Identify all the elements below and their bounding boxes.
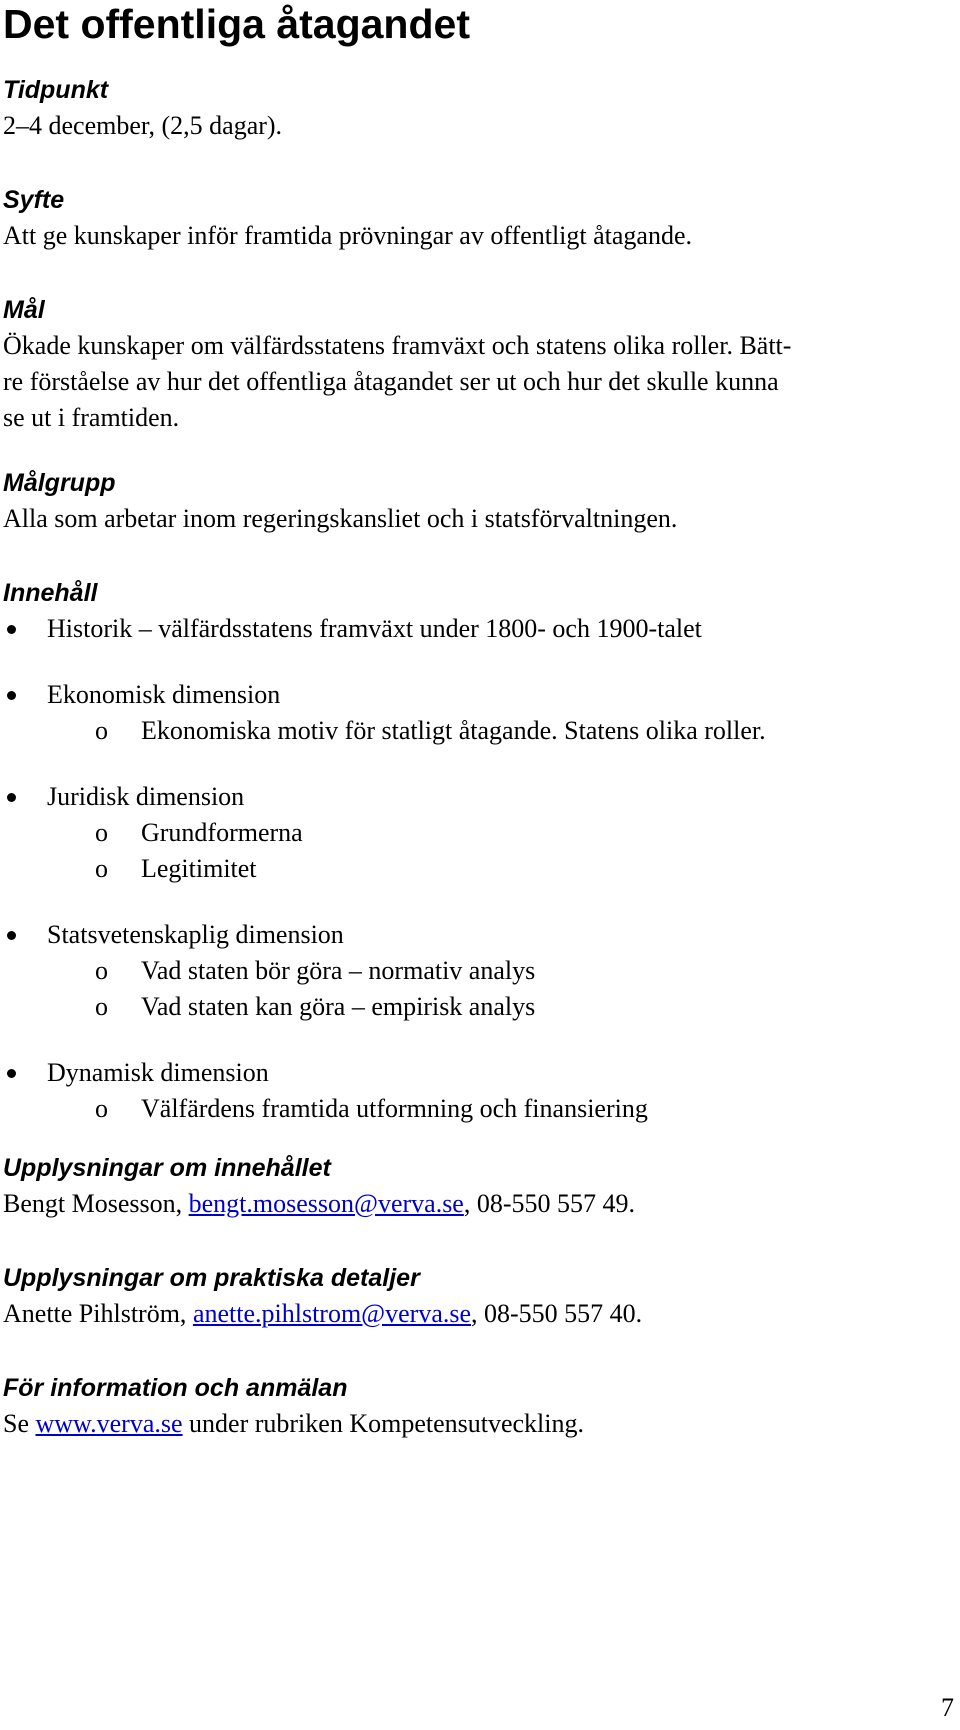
sub-item-text: Välfärdens framtida utformning och finansiering (141, 1094, 648, 1123)
sub-item-text: Vad staten bör göra – normativ analys (141, 956, 536, 985)
heading-upplysningar-praktiska: Upplysningar om praktiska detaljer (3, 1264, 420, 1292)
bullet-item (3, 779, 953, 815)
sub-bullet-marker: o (95, 716, 108, 745)
bullet-item (3, 611, 953, 647)
bullet-text: Juridisk dimension (47, 782, 245, 811)
section-upplysningar-praktiska (3, 1260, 953, 1332)
heading-tidpunkt: Tidpunkt (3, 76, 109, 104)
info-post: under rubriken Kompetensutveckling. (182, 1409, 584, 1438)
heading-mal: Mål (3, 296, 45, 324)
list-item (3, 917, 953, 1025)
sub-bullet-marker: o (95, 992, 108, 1021)
heading-innehall: Innehåll (3, 579, 98, 607)
sub-item-text: Vad staten kan göra – empirisk analys (141, 992, 536, 1021)
section-innehall (3, 575, 953, 1127)
contact-phone: , 08-550 557 49. (463, 1189, 636, 1218)
sub-bullet-marker: o (95, 956, 108, 985)
bullet-text: Statsvetenskaplig dimension (47, 920, 344, 949)
bullet-text: Ekonomisk dimension (47, 680, 281, 709)
section-syfte (3, 182, 953, 254)
sub-item (3, 989, 953, 1025)
bullet-text: Historik – välfärdsstatens framväxt under 1800- och 1900-talet (47, 614, 702, 643)
website-link[interactable]: www.verva.se (35, 1409, 183, 1438)
sub-bullet-marker: o (95, 1094, 108, 1123)
bullet-dot-icon (7, 625, 16, 634)
email-link-practical[interactable]: anette.pihlstrom@verva.se (192, 1299, 472, 1328)
text-mal-line2: re förståelse av hur det offentliga åtagandet ser ut och hur det skulle kunna (3, 367, 779, 396)
section-malgrupp (3, 465, 953, 537)
section-upplysningar-innehall (3, 1150, 953, 1222)
sub-item (3, 713, 953, 749)
list-item (3, 1055, 953, 1127)
section-tidpunkt (3, 72, 953, 144)
sub-bullet-marker: o (95, 818, 108, 847)
contact-line-practical (3, 1296, 953, 1332)
contact-name: Anette Pihlström, (3, 1299, 193, 1328)
content-list (3, 611, 953, 1127)
bullet-dot-icon (7, 691, 16, 700)
sub-item (3, 1091, 953, 1127)
text-syfte: Att ge kunskaper inför framtida prövningar av offentligt åtagande. (3, 221, 693, 250)
sub-item (3, 953, 953, 989)
contact-name: Bengt Mosesson, (3, 1189, 189, 1218)
text-mal-line1: Ökade kunskaper om välfärdsstatens framväxt och statens olika roller. Bätt- (3, 331, 792, 360)
text-malgrupp: Alla som arbetar inom regeringskansliet och i statsförvaltningen. (3, 504, 678, 533)
sub-item-text: Grundformerna (141, 818, 303, 847)
heading-syfte: Syfte (3, 186, 65, 214)
bullet-text: Dynamisk dimension (47, 1058, 269, 1087)
sub-bullet-marker: o (95, 854, 108, 883)
heading-malgrupp: Målgrupp (3, 469, 116, 497)
text-tidpunkt: 2–4 december, (2,5 dagar). (3, 111, 283, 140)
bullet-dot-icon (7, 1069, 16, 1078)
sub-item-text: Legitimitet (141, 854, 257, 883)
email-link-content[interactable]: bengt.mosesson@verva.se (188, 1189, 464, 1218)
sub-item-text: Ekonomiska motiv för statligt åtagande. Statens olika roller. (141, 716, 766, 745)
page-title: Det offentliga åtagandet (3, 1, 470, 47)
heading-information: För information och anmälan (3, 1374, 348, 1402)
heading-upplysningar-innehall: Upplysningar om innehållet (3, 1154, 331, 1182)
list-item (3, 779, 953, 887)
contact-phone: , 08-550 557 40. (471, 1299, 643, 1328)
contact-line-content (3, 1186, 953, 1222)
bullet-item (3, 677, 953, 713)
info-line (3, 1406, 953, 1442)
info-pre: Se (3, 1409, 36, 1438)
bullet-dot-icon (7, 793, 16, 802)
section-information (3, 1370, 953, 1442)
sub-item (3, 815, 953, 851)
list-item (3, 611, 953, 647)
section-mal (3, 292, 953, 436)
sub-item (3, 851, 953, 887)
page-number: 7 (941, 1693, 954, 1722)
bullet-item (3, 1055, 953, 1091)
list-item (3, 677, 953, 749)
bullet-item (3, 917, 953, 953)
text-mal-line3: se ut i framtiden. (3, 403, 180, 432)
bullet-dot-icon (7, 931, 16, 940)
